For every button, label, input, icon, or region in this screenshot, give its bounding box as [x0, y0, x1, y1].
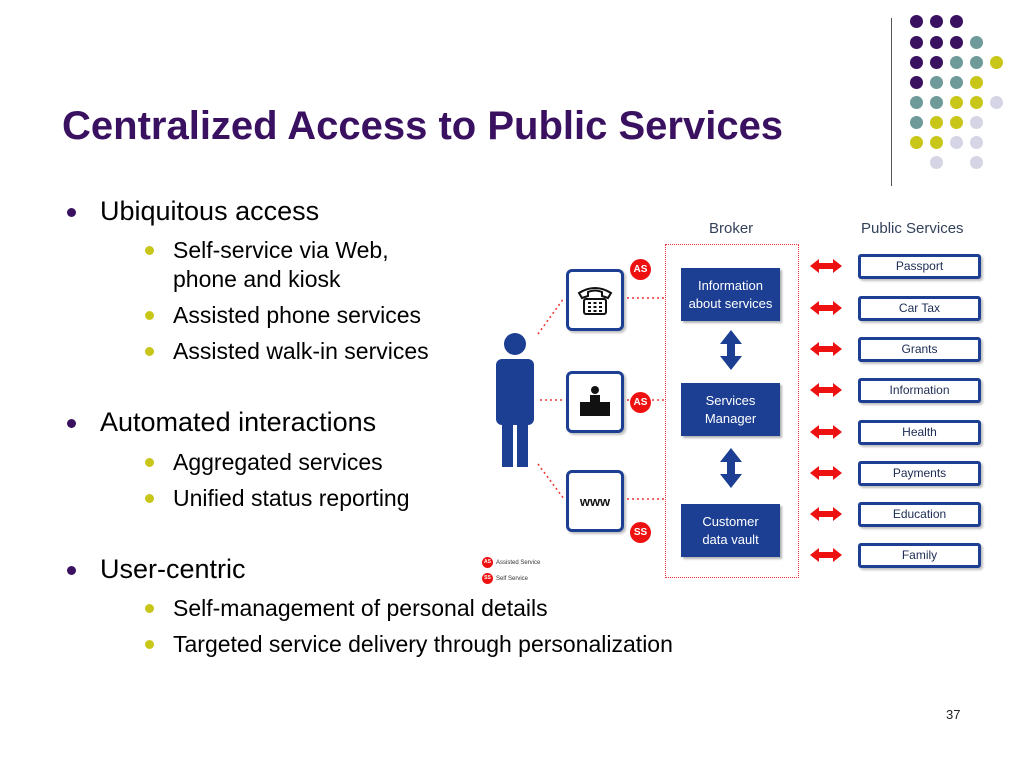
box-line: Information: [697, 277, 764, 293]
self-service-badge: SS: [630, 522, 651, 543]
service-information: Information: [858, 378, 981, 403]
sub-bullet-aggregated-services: Aggregated services: [173, 449, 383, 475]
legend-label: Self Service: [496, 576, 529, 583]
decorative-dot-grid: [905, 10, 1005, 170]
service-family: Family: [858, 543, 981, 568]
box-line: about services: [688, 295, 773, 311]
red-double-arrow-icon: [810, 259, 842, 273]
assisted-service-badge: AS: [630, 259, 651, 280]
red-double-arrow-icon: [810, 466, 842, 480]
assisted-service-badge: AS: [630, 392, 651, 413]
legend-badge: AS: [482, 557, 493, 568]
red-double-arrow-icon: [810, 507, 842, 521]
legend-label: Assisted Service: [496, 560, 541, 567]
title-divider-line: [891, 18, 892, 186]
sub-bullet-assisted-phone: Assisted phone services: [173, 302, 422, 328]
sub-bullet-targeted-delivery: Targeted service delivery through personalization: [173, 631, 673, 657]
sub-bullet-line: phone and kiosk: [173, 266, 341, 292]
box-line: Customer: [702, 513, 759, 529]
public-services-header: Public Services: [861, 220, 964, 237]
service-grants: Grants: [858, 337, 981, 362]
sub-bullet-assisted-walk-in: Assisted walk-in services: [173, 338, 429, 364]
red-double-arrow-icon: [810, 548, 842, 562]
red-double-arrow-icon: [810, 383, 842, 397]
legend-self-service: [482, 573, 528, 584]
red-double-arrow-icon: [810, 425, 842, 439]
service-car-tax: Car Tax: [858, 296, 981, 321]
broker-header: Broker: [709, 220, 754, 237]
bullet-ubiquitous-access: Ubiquitous access: [100, 196, 320, 226]
service-health: Health: [858, 420, 981, 445]
sub-bullet-line: Self-service via Web,: [173, 237, 389, 263]
bullet-automated-interactions: Automated interactions: [100, 407, 377, 437]
box-line: Manager: [704, 410, 757, 426]
box-line: data vault: [702, 531, 759, 547]
broker-diagram: [478, 214, 988, 594]
red-double-arrow-icon: [810, 342, 842, 356]
slide-title: Centralized Access to Public Services: [62, 104, 784, 148]
web-icon: www: [579, 493, 611, 509]
legend-assisted-service: [482, 557, 540, 568]
red-double-arrow-icon: [810, 301, 842, 315]
sub-bullet-unified-status: Unified status reporting: [173, 485, 410, 511]
service-education: Education: [858, 502, 981, 527]
sub-bullet-self-service: [173, 236, 389, 294]
service-payments: Payments: [858, 461, 981, 486]
bullet-user-centric: User-centric: [100, 554, 246, 584]
box-line: Services: [705, 392, 756, 408]
sub-bullet-self-management: Self-management of personal details: [173, 595, 548, 621]
page-number: 37: [946, 707, 961, 722]
service-passport: Passport: [858, 254, 981, 279]
legend-badge: SS: [482, 573, 493, 584]
